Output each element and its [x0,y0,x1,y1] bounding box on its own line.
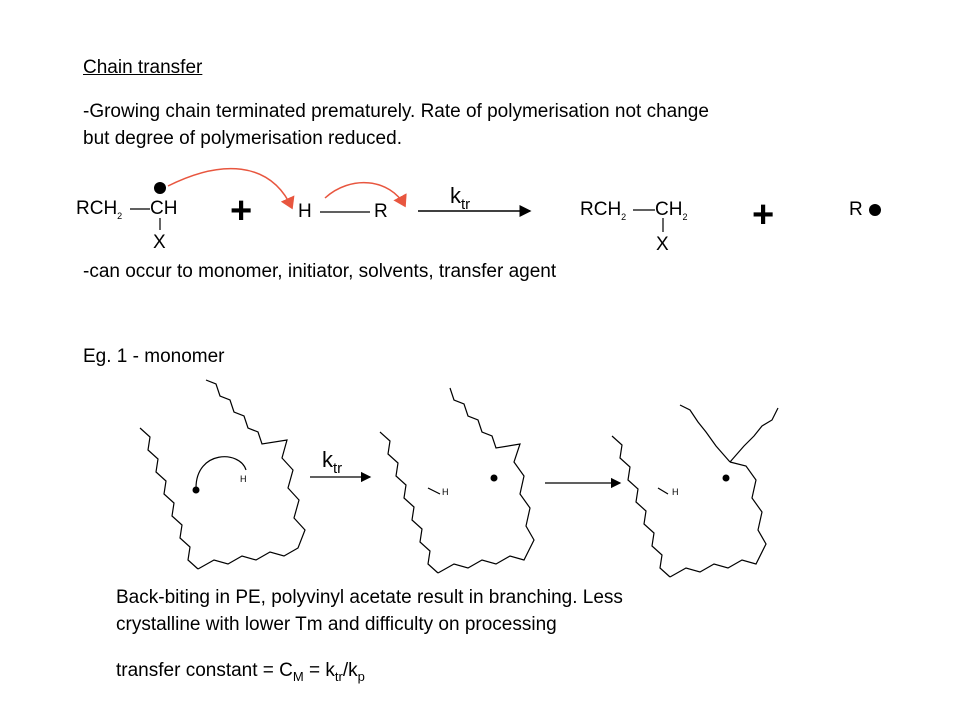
product1-group: $RCH_2$ [580,199,627,222]
product2-r: R [849,199,863,220]
polymer-chain-3 [612,405,778,577]
rate-constant-lower: $k_{tr}$ [322,447,343,477]
plus-sign-2: + [752,194,775,236]
product1-x: X [656,234,669,255]
example-title: Eg. 1 - monomer [83,346,225,367]
h-label-1: H [240,474,247,484]
radical-dot-product [869,204,881,216]
h-label-3: H [672,487,679,497]
transfer-constant-formula: transfer constant = $C_M = k_{tr}/k_p$ [116,660,365,684]
backbiting-line-1: Back-biting in PE, polyvinyl acetate result in branching. Less [116,587,623,608]
heading: Chain transfer [83,57,203,78]
reactant2-r: R [374,201,388,222]
h-label-2: H [442,487,449,497]
backbiting-line-2: crystalline with lower Tm and difficulty on processing [116,614,557,635]
polymer-chain-1 [140,380,305,569]
polymer-chain-2 [380,388,534,573]
reactant1-ch: CH [150,198,178,219]
electron-arrow-2 [325,183,405,206]
intro-line-2: but degree of polymerisation reduced. [83,128,402,149]
radical-dot-chain-3 [723,475,730,482]
reactant2-h: H [298,201,312,222]
radical-dot [154,182,166,194]
intro-line-1: -Growing chain terminated prematurely. Rate of polymerisation not change [83,101,709,122]
occurs-text: -can occur to monomer, initiator, solvents, transfer agent [83,261,557,282]
plus-sign-1: + [230,190,253,232]
radical-dot-chain-2 [491,475,498,482]
reactant1-x: X [153,232,166,253]
radical-dot-chain-1 [193,487,200,494]
rate-constant-top: $k_{tr}$ [450,183,471,213]
reactant1-group: $RCH_2$ [76,198,123,221]
product1-ch: $CH_2$ [655,199,688,222]
